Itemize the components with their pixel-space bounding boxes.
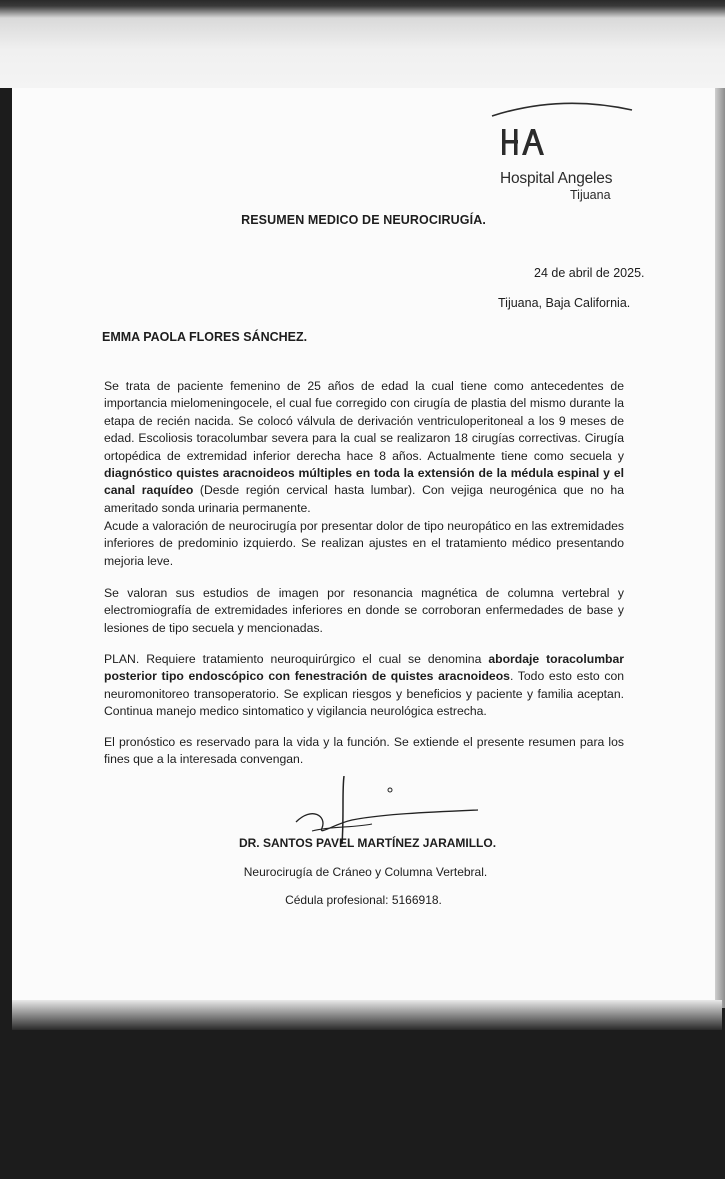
- paragraph-plan-text-end: . Todo esto esto con neuromonitoreo transoperatorio. Se explican riesgos y beneficios y paciente y familia aceptan. Continua manejo medico sintomatico y vigilancia neurológica estrecha.: [104, 669, 625, 719]
- page-bottom-edge: [12, 1000, 722, 1030]
- page-edge: [715, 88, 725, 1008]
- signatory-name: DR. SANTOS PAVEL MARTÍNEZ JARAMILLO.: [238, 836, 497, 850]
- paragraph-history: [104, 378, 624, 517]
- ha-logo-icon: [500, 126, 548, 158]
- paragraph-consult: Acude a valoración de neurocirugía por presentar dolor de tipo neuropático en las extremidades inferiores de predominio izquierdo. Se realizan ajustes en el tratamiento médico presentando mejoria leve.: [104, 519, 624, 568]
- paragraph-plan: [104, 651, 624, 721]
- signatory-role: Neurocirugía de Cráneo y Columna Vertebral.: [243, 865, 488, 879]
- screen-top-bar: [0, 0, 725, 88]
- hospital-name: Hospital Angeles: [500, 170, 613, 187]
- logo-arc: [490, 98, 640, 128]
- paragraph-history-diagnosis: diagnóstico quistes aracnoideos múltiples en toda la extensión de la médula espinal y el canal raquídeo: [104, 466, 624, 498]
- hospital-logo: [490, 98, 640, 202]
- signatory-license: Cédula profesional: 5166918.: [285, 893, 442, 907]
- paragraph-history-text: Se trata de paciente femenino de 25 años de edad la cual tiene como antecedentes de importancia mielomeningocele, el cual fue corregido con cirugía de plastia del mismo durante la etapa de recién nacida. Se colocó válvula de derivación ventriculoperitoneal a los 9 meses de edad. Escoliosis toracolumbar severa para la cual se realizaron 18 cirugías correctivas. Cirugía ortopédica de extremidad inferior derecha hace 8 años. Actualmente tiene como secuela y: [104, 379, 624, 463]
- document-page: [12, 88, 715, 1008]
- paragraph-plan-text: PLAN. Requiere tratamiento neuroquirúrgico el cual se denomina: [104, 652, 489, 666]
- patient-name: EMMA PAOLA FLORES SÁNCHEZ.: [102, 330, 308, 344]
- document-title: RESUMEN MEDICO DE NEUROCIRUGÍA.: [241, 213, 486, 227]
- hospital-city: Tijuana: [570, 188, 611, 202]
- paragraph-plan-procedure: abordaje toracolumbar posterior tipo endoscópico con fenestración de quistes aracnoideos: [104, 652, 624, 684]
- paragraph-prognosis: El pronóstico es reservado para la vida y la función. Se extiende el presente resumen para los fines que a la interesada convengan.: [104, 735, 624, 767]
- paragraph-studies: Se valoran sus estudios de imagen por resonancia magnética de columna vertebral y electromiografía de extremidades inferiores en donde se corroboran enfermedades de base y lesiones de tipo secuela y mencionadas.: [104, 586, 624, 635]
- document-place: Tijuana, Baja California.: [498, 296, 631, 310]
- paragraph-history-text-end: (Desde región cervical hasta lumbar). Con vejiga neurogénica que no ha ameritado sonda urinaria permanente.: [104, 483, 624, 515]
- document-date: 24 de abril de 2025.: [534, 266, 645, 280]
